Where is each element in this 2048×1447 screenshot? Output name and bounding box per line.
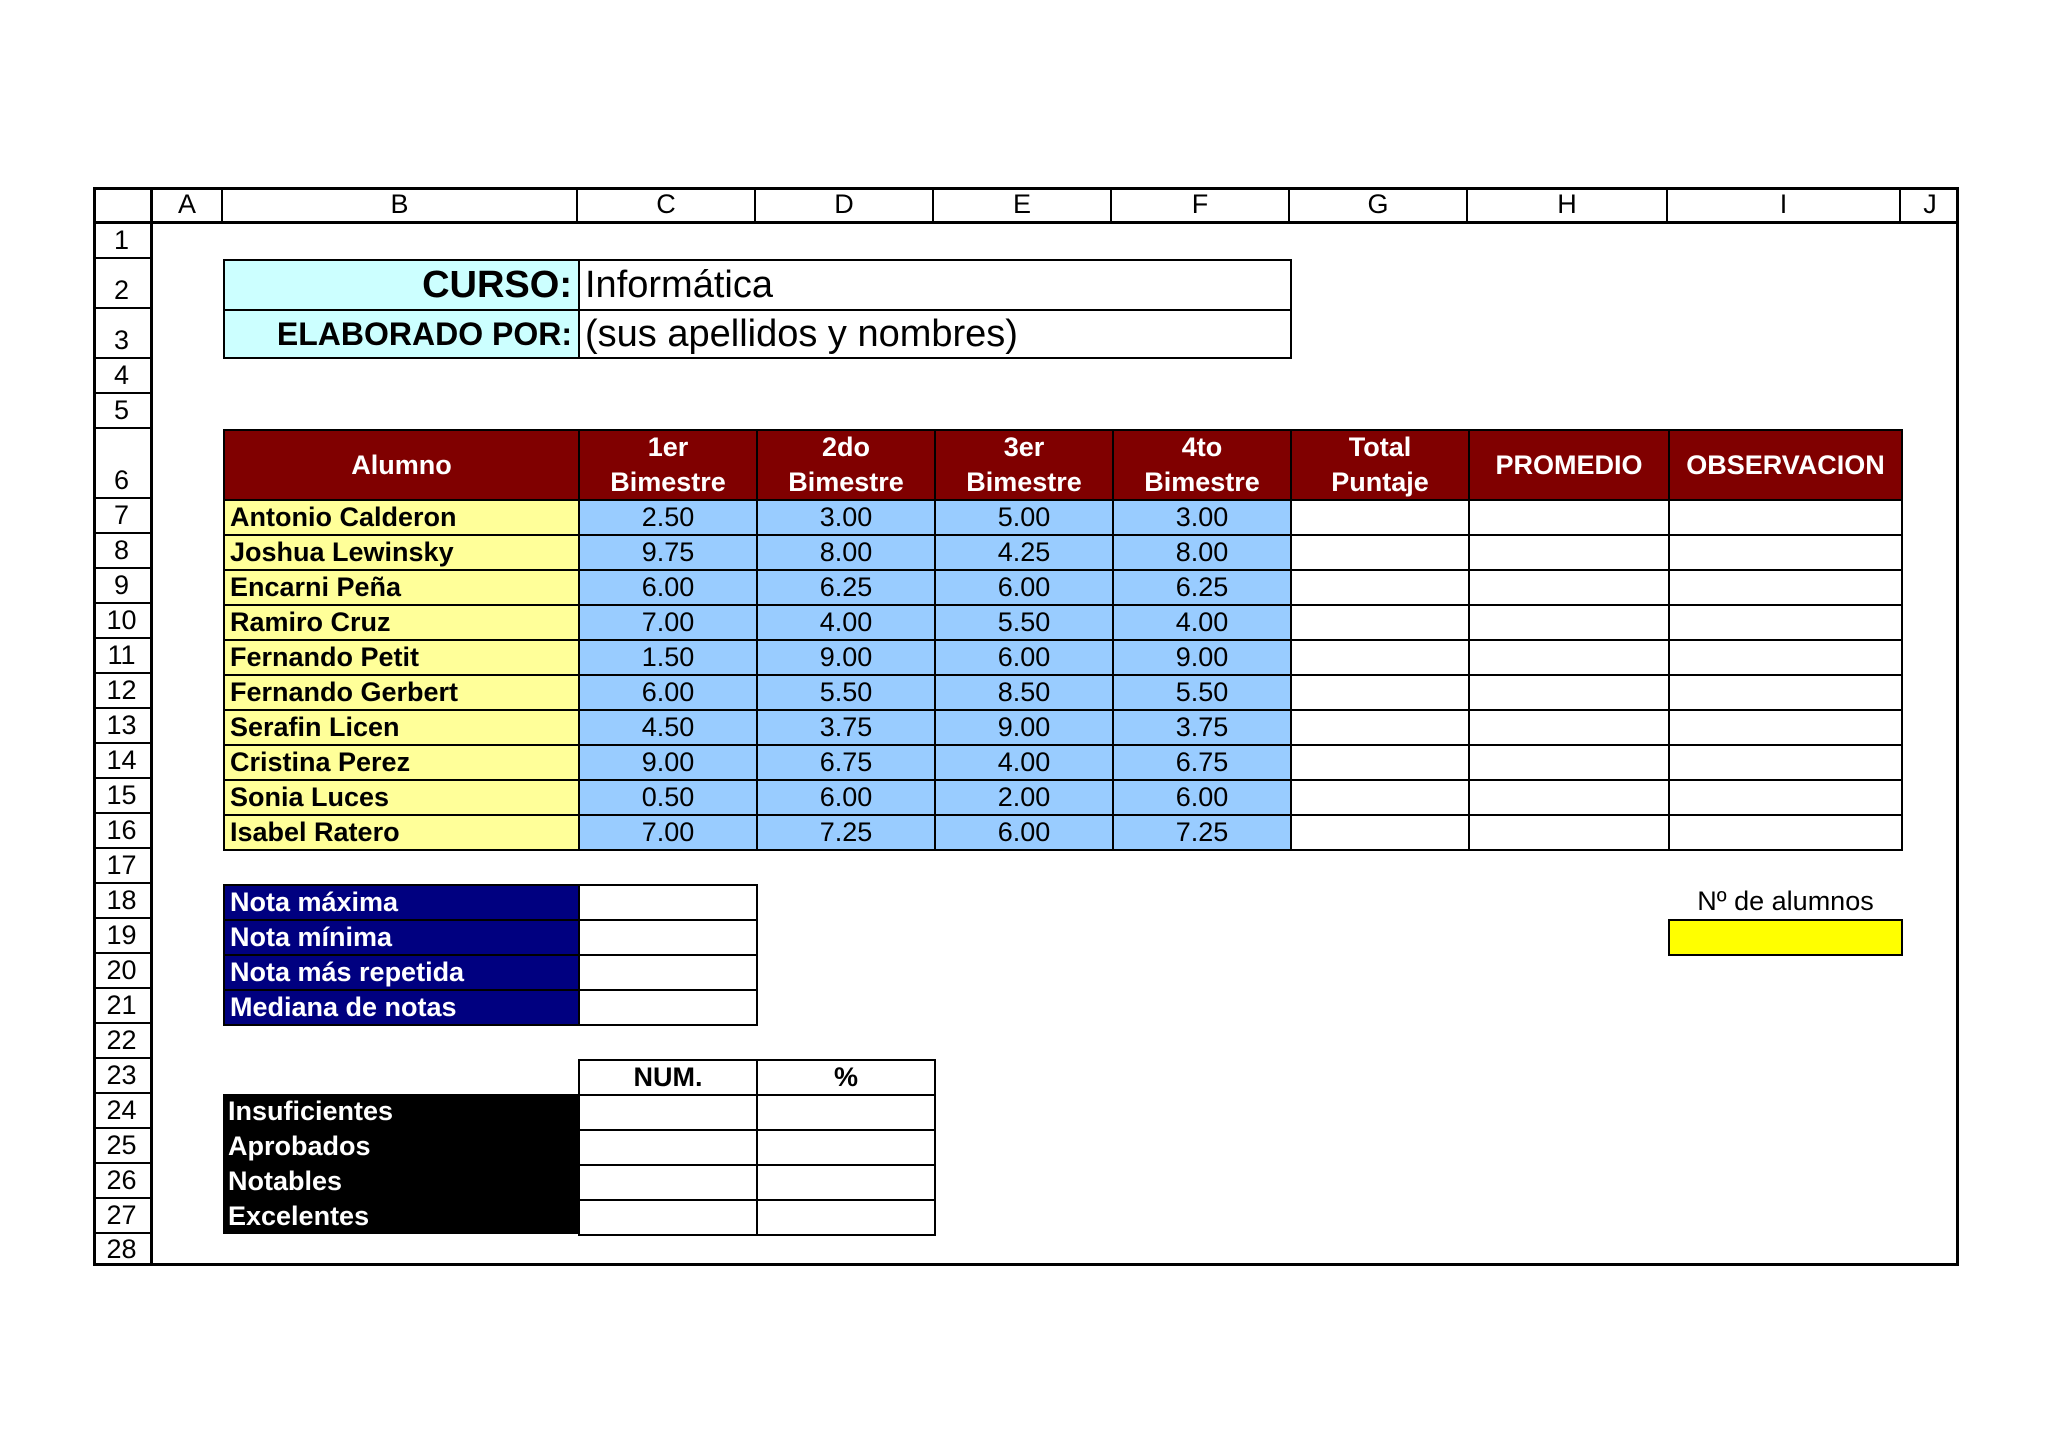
promedio-cell[interactable] [1468, 639, 1670, 676]
header-promedio: PROMEDIO [1468, 429, 1670, 501]
grade-bimestre-4[interactable]: 8.00 [1112, 534, 1292, 571]
observacion-cell[interactable] [1668, 534, 1903, 571]
promedio-cell[interactable] [1468, 569, 1670, 606]
grade-bimestre-3[interactable]: 6.00 [934, 814, 1114, 851]
student-name[interactable]: Serafin Licen [223, 709, 580, 746]
row-header-22[interactable]: 22 [93, 1024, 153, 1059]
student-name[interactable]: Encarni Peña [223, 569, 580, 606]
student-name[interactable]: Fernando Gerbert [223, 674, 580, 711]
row-header-19[interactable]: 19 [93, 919, 153, 954]
grade-bimestre-4[interactable]: 5.50 [1112, 674, 1292, 711]
total-puntaje-cell[interactable] [1290, 814, 1470, 851]
grade-bimestre-4[interactable]: 3.00 [1112, 499, 1292, 536]
stat-label-nota-minima: Nota mínima [223, 919, 580, 956]
student-name[interactable]: Sonia Luces [223, 779, 580, 816]
column-header-g[interactable]: G [1290, 187, 1468, 224]
row-header-10[interactable]: 10 [93, 604, 153, 639]
column-header-b[interactable]: B [223, 187, 578, 224]
category-pct-excelentes[interactable] [756, 1199, 936, 1236]
stat-label-mediana: Mediana de notas [223, 989, 580, 1026]
header-bimestre-1: 1er Bimestre [578, 429, 758, 501]
header-bimestre-2: 2do Bimestre [756, 429, 936, 501]
column-header-a[interactable]: A [153, 187, 223, 224]
observacion-cell[interactable] [1668, 814, 1903, 851]
grade-bimestre-3[interactable]: 8.50 [934, 674, 1114, 711]
grade-bimestre-2[interactable]: 8.00 [756, 534, 936, 571]
row-header-20[interactable]: 20 [93, 954, 153, 989]
column-header-e[interactable]: E [934, 187, 1112, 224]
student-name[interactable]: Cristina Perez [223, 744, 580, 781]
header-bimestre-3: 3er Bimestre [934, 429, 1114, 501]
category-label-excelentes: Excelentes [228, 1201, 370, 1231]
row-header-9[interactable]: 9 [93, 569, 153, 604]
row-header-5[interactable]: 5 [93, 394, 153, 429]
stat-label-nota-maxima: Nota máxima [223, 884, 580, 921]
grade-bimestre-4[interactable]: 7.25 [1112, 814, 1292, 851]
count-value[interactable] [1668, 919, 1903, 956]
row-header-6[interactable]: 6 [93, 429, 153, 499]
count-label: Nº de alumnos [1697, 886, 1874, 916]
header-bimestre-4: 4to Bimestre [1112, 429, 1292, 501]
grade-bimestre-4[interactable]: 3.75 [1112, 709, 1292, 746]
header-alumno: Alumno [223, 429, 580, 501]
total-puntaje-cell[interactable] [1290, 569, 1470, 606]
header-observacion: OBSERVACION [1668, 429, 1903, 501]
grade-bimestre-3[interactable]: 6.00 [934, 639, 1114, 676]
grade-bimestre-4[interactable]: 4.00 [1112, 604, 1292, 641]
category-num-excelentes[interactable] [578, 1199, 758, 1236]
category-label-insuficientes: Insuficientes [228, 1096, 394, 1126]
stat-label-nota-mas-repetida: Nota más repetida [223, 954, 580, 991]
grade-bimestre-3[interactable]: 5.00 [934, 499, 1114, 536]
category-num-insuficientes[interactable] [578, 1094, 758, 1131]
observacion-cell[interactable] [1668, 604, 1903, 641]
category-label-notables: Notables [228, 1166, 343, 1196]
select-all-corner[interactable] [93, 187, 153, 224]
row-header-4[interactable]: 4 [93, 359, 153, 394]
row-header-12[interactable]: 12 [93, 674, 153, 709]
grade-bimestre-3[interactable]: 4.00 [934, 744, 1114, 781]
stat-value-nota-minima[interactable] [578, 919, 758, 956]
promedio-cell[interactable] [1468, 534, 1670, 571]
grade-bimestre-1[interactable]: 6.00 [578, 674, 758, 711]
total-puntaje-cell[interactable] [1290, 604, 1470, 641]
grade-bimestre-3[interactable]: 4.25 [934, 534, 1114, 571]
grade-bimestre-3[interactable]: 6.00 [934, 569, 1114, 606]
total-puntaje-cell[interactable] [1290, 709, 1470, 746]
column-header-i[interactable]: I [1668, 187, 1901, 224]
student-name[interactable]: Joshua Lewinsky [223, 534, 580, 571]
elaborado-label: ELABORADO POR: [223, 309, 580, 359]
row-header-2[interactable]: 2 [93, 259, 153, 309]
promedio-cell[interactable] [1468, 674, 1670, 711]
grade-bimestre-3[interactable]: 9.00 [934, 709, 1114, 746]
column-header-f[interactable]: F [1112, 187, 1290, 224]
grade-bimestre-4[interactable]: 6.75 [1112, 744, 1292, 781]
grade-bimestre-1[interactable]: 1.50 [578, 639, 758, 676]
grade-bimestre-4[interactable]: 6.00 [1112, 779, 1292, 816]
grade-bimestre-2[interactable]: 6.25 [756, 569, 936, 606]
total-puntaje-cell[interactable] [1290, 744, 1470, 781]
grade-bimestre-2[interactable]: 5.50 [756, 674, 936, 711]
grade-bimestre-1[interactable]: 2.50 [578, 499, 758, 536]
promedio-cell[interactable] [1468, 814, 1670, 851]
column-header-c[interactable]: C [578, 187, 756, 224]
student-name[interactable]: Antonio Calderon [223, 499, 580, 536]
grade-bimestre-1[interactable]: 9.00 [578, 744, 758, 781]
row-header-8[interactable]: 8 [93, 534, 153, 569]
grade-bimestre-3[interactable]: 2.00 [934, 779, 1114, 816]
observacion-cell[interactable] [1668, 779, 1903, 816]
row-header-23[interactable]: 23 [93, 1059, 153, 1094]
stat-value-nota-mas-repetida[interactable] [578, 954, 758, 991]
row-header-18[interactable]: 18 [93, 884, 153, 919]
grade-bimestre-2[interactable]: 3.75 [756, 709, 936, 746]
total-puntaje-cell[interactable] [1290, 674, 1470, 711]
row-header-27[interactable]: 27 [93, 1199, 153, 1234]
row-header-11[interactable]: 11 [93, 639, 153, 674]
student-name[interactable]: Fernando Petit [223, 639, 580, 676]
observacion-cell[interactable] [1668, 499, 1903, 536]
observacion-cell[interactable] [1668, 709, 1903, 746]
promedio-cell[interactable] [1468, 604, 1670, 641]
grade-bimestre-1[interactable]: 4.50 [578, 709, 758, 746]
total-puntaje-cell[interactable] [1290, 499, 1470, 536]
row-header-1[interactable]: 1 [93, 224, 153, 259]
grade-bimestre-1[interactable]: 9.75 [578, 534, 758, 571]
row-header-24[interactable]: 24 [93, 1094, 153, 1129]
row-header-13[interactable]: 13 [93, 709, 153, 744]
promedio-cell[interactable] [1468, 499, 1670, 536]
category-label-aprobados: Aprobados [228, 1131, 371, 1161]
grade-bimestre-2[interactable]: 6.75 [756, 744, 936, 781]
observacion-cell[interactable] [1668, 744, 1903, 781]
grade-bimestre-2[interactable]: 3.00 [756, 499, 936, 536]
grade-bimestre-4[interactable]: 6.25 [1112, 569, 1292, 606]
category-pct-header: % [756, 1059, 936, 1096]
grade-bimestre-1[interactable]: 7.00 [578, 814, 758, 851]
category-pct-notables[interactable] [756, 1164, 936, 1201]
elaborado-value[interactable]: (sus apellidos y nombres) [578, 309, 1292, 359]
observacion-cell[interactable] [1668, 639, 1903, 676]
row-header-14[interactable]: 14 [93, 744, 153, 779]
grade-bimestre-1[interactable]: 0.50 [578, 779, 758, 816]
stat-value-nota-maxima[interactable] [578, 884, 758, 921]
category-num-aprobados[interactable] [578, 1129, 758, 1166]
total-puntaje-cell[interactable] [1290, 779, 1470, 816]
promedio-cell[interactable] [1468, 744, 1670, 781]
promedio-cell[interactable] [1468, 709, 1670, 746]
row-header-21[interactable]: 21 [93, 989, 153, 1024]
category-pct-insuficientes[interactable] [756, 1094, 936, 1131]
row-header-26[interactable]: 26 [93, 1164, 153, 1199]
curso-label: CURSO: [223, 259, 580, 311]
row-header-16[interactable]: 16 [93, 814, 153, 849]
row-header-7[interactable]: 7 [93, 499, 153, 534]
column-header-j[interactable]: J [1901, 187, 1959, 224]
stat-value-mediana[interactable] [578, 989, 758, 1026]
header-total-puntaje: Total Puntaje [1290, 429, 1470, 501]
category-num-header: NUM. [578, 1059, 758, 1096]
row-header-17[interactable]: 17 [93, 849, 153, 884]
row-header-3[interactable]: 3 [93, 309, 153, 359]
grade-bimestre-3[interactable]: 5.50 [934, 604, 1114, 641]
grade-bimestre-2[interactable]: 7.25 [756, 814, 936, 851]
grade-bimestre-2[interactable]: 4.00 [756, 604, 936, 641]
grade-bimestre-2[interactable]: 9.00 [756, 639, 936, 676]
total-puntaje-cell[interactable] [1290, 534, 1470, 571]
curso-value[interactable]: Informática [578, 259, 1292, 311]
row-header-28[interactable]: 28 [93, 1234, 153, 1266]
grade-bimestre-2[interactable]: 6.00 [756, 779, 936, 816]
observacion-cell[interactable] [1668, 674, 1903, 711]
student-name[interactable]: Ramiro Cruz [223, 604, 580, 641]
column-header-d[interactable]: D [756, 187, 934, 224]
category-pct-aprobados[interactable] [756, 1129, 936, 1166]
promedio-cell[interactable] [1468, 779, 1670, 816]
grade-bimestre-1[interactable]: 6.00 [578, 569, 758, 606]
observacion-cell[interactable] [1668, 569, 1903, 606]
row-header-15[interactable]: 15 [93, 779, 153, 814]
grade-bimestre-1[interactable]: 7.00 [578, 604, 758, 641]
grade-bimestre-4[interactable]: 9.00 [1112, 639, 1292, 676]
column-header-h[interactable]: H [1468, 187, 1668, 224]
category-num-notables[interactable] [578, 1164, 758, 1201]
student-name[interactable]: Isabel Ratero [223, 814, 580, 851]
row-header-25[interactable]: 25 [93, 1129, 153, 1164]
total-puntaje-cell[interactable] [1290, 639, 1470, 676]
